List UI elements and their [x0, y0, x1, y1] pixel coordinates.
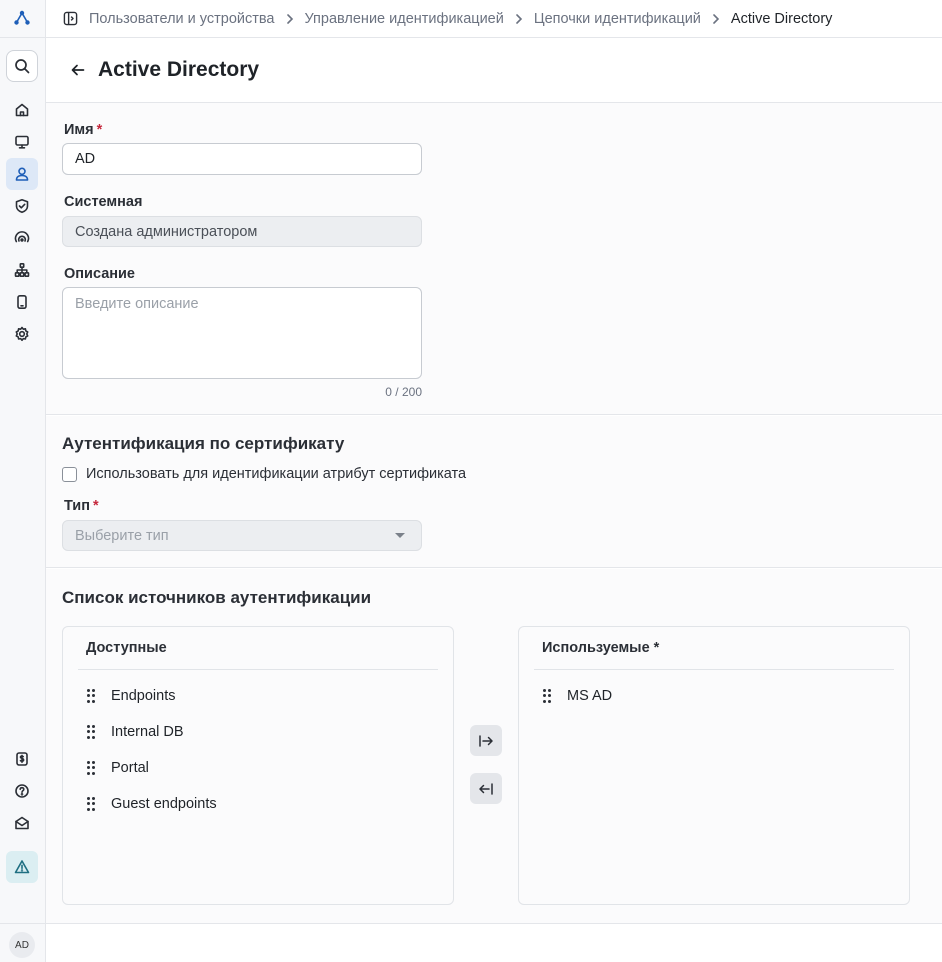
search-icon	[14, 58, 30, 74]
breadcrumb-item[interactable]: Пользователи и устройства	[89, 10, 275, 27]
sidebar-item-monitoring[interactable]	[6, 222, 38, 254]
description-field[interactable]: Введите описание	[62, 287, 422, 379]
drag-handle-icon[interactable]	[87, 797, 95, 811]
arrow-right-to-bar-icon	[478, 734, 494, 748]
page-header	[46, 38, 942, 103]
sidebar-item-help[interactable]	[6, 775, 38, 807]
available-list	[62, 626, 454, 905]
available-list-title: Доступные	[78, 627, 438, 670]
network-icon	[14, 262, 30, 278]
system-label: Системная	[64, 194, 143, 210]
list-item[interactable]	[87, 756, 149, 780]
sidebar-item-mobile[interactable]	[6, 286, 38, 318]
sidebar-item-license[interactable]	[6, 743, 38, 775]
type-select	[62, 520, 422, 551]
monitor-icon	[14, 134, 30, 150]
sidebar-item-security[interactable]	[6, 190, 38, 222]
general-section	[46, 103, 942, 415]
list-item-label: MS AD	[567, 688, 613, 704]
required-mark: *	[96, 122, 103, 138]
sidebar-item-alerts[interactable]	[6, 851, 38, 883]
sidebar-item-users[interactable]	[6, 158, 38, 190]
move-to-available-button[interactable]	[470, 773, 502, 804]
cert-attribute-option[interactable]	[62, 466, 466, 482]
alert-icon	[14, 859, 30, 875]
cert-attribute-label[interactable]: Использовать для идентификации атрибут сертификата	[86, 466, 467, 482]
caret-down-icon	[395, 533, 405, 538]
chevron-right-icon	[515, 14, 523, 24]
description-label: Описание	[64, 266, 135, 282]
list-item-label: Internal DB	[111, 724, 184, 740]
arrow-left-to-bar-icon	[478, 782, 494, 796]
list-item[interactable]	[87, 792, 217, 816]
list-item-label: Portal	[111, 760, 149, 776]
help-icon	[14, 783, 30, 799]
mobile-icon	[14, 294, 30, 310]
sidebar-divider	[0, 923, 46, 924]
auth-sources-section	[46, 569, 942, 924]
move-to-used-button[interactable]	[470, 725, 502, 756]
list-item-label: Endpoints	[111, 688, 176, 704]
breadcrumb-item[interactable]: Цепочки идентификаций	[533, 10, 701, 27]
chevron-right-icon	[712, 14, 720, 24]
breadcrumb-current: Active Directory	[730, 10, 833, 27]
logo-icon[interactable]	[13, 9, 31, 27]
list-item[interactable]	[543, 684, 612, 708]
avatar[interactable]: AD	[9, 932, 35, 958]
drag-handle-icon[interactable]	[87, 725, 95, 739]
name-field[interactable]: AD	[62, 143, 422, 175]
type-label: Тип *	[64, 498, 99, 514]
sidebar	[0, 0, 46, 962]
sidebar-item-network[interactable]	[6, 254, 38, 286]
drag-handle-icon[interactable]	[543, 689, 551, 703]
sidebar-divider	[0, 37, 46, 38]
type-select-placeholder: Выберите тип	[75, 527, 169, 544]
chevron-right-icon	[286, 14, 294, 24]
cert-auth-section	[46, 416, 942, 568]
drag-handle-icon[interactable]	[87, 761, 95, 775]
radar-icon	[14, 230, 30, 246]
home-icon	[14, 102, 30, 118]
user-icon	[14, 166, 30, 182]
name-label: Имя *	[64, 122, 103, 138]
description-counter: 0 / 200	[385, 385, 422, 399]
sidebar-item-messages[interactable]	[6, 807, 38, 839]
used-list-title: Используемые *	[534, 627, 894, 670]
sidebar-toggle-icon[interactable]	[63, 11, 79, 27]
breadcrumb-item[interactable]: Управление идентификацией	[304, 10, 504, 27]
list-item-label: Guest endpoints	[111, 796, 217, 812]
used-list	[518, 626, 910, 905]
list-item[interactable]	[87, 720, 184, 744]
cert-auth-title: Аутентификация по сертификату	[62, 434, 345, 453]
drag-handle-icon[interactable]	[87, 689, 95, 703]
page-title: Active Directory	[98, 58, 260, 81]
arrow-left-icon	[70, 62, 86, 78]
sidebar-item-settings[interactable]	[6, 318, 38, 350]
system-field: Создана администратором	[62, 216, 422, 247]
sidebar-item-devices[interactable]	[6, 126, 38, 158]
auth-sources-title: Список источников аутентификации	[62, 588, 372, 607]
sidebar-item-home[interactable]	[6, 94, 38, 126]
breadcrumb	[46, 0, 942, 38]
sidebar-search-button[interactable]	[6, 50, 38, 82]
required-mark: *	[92, 498, 99, 514]
license-icon	[14, 751, 30, 767]
list-item[interactable]	[87, 684, 176, 708]
back-button[interactable]	[68, 60, 88, 80]
shield-icon	[14, 198, 30, 214]
gear-icon	[14, 326, 30, 342]
mail-icon	[14, 815, 30, 831]
cert-attribute-checkbox[interactable]	[62, 467, 77, 482]
